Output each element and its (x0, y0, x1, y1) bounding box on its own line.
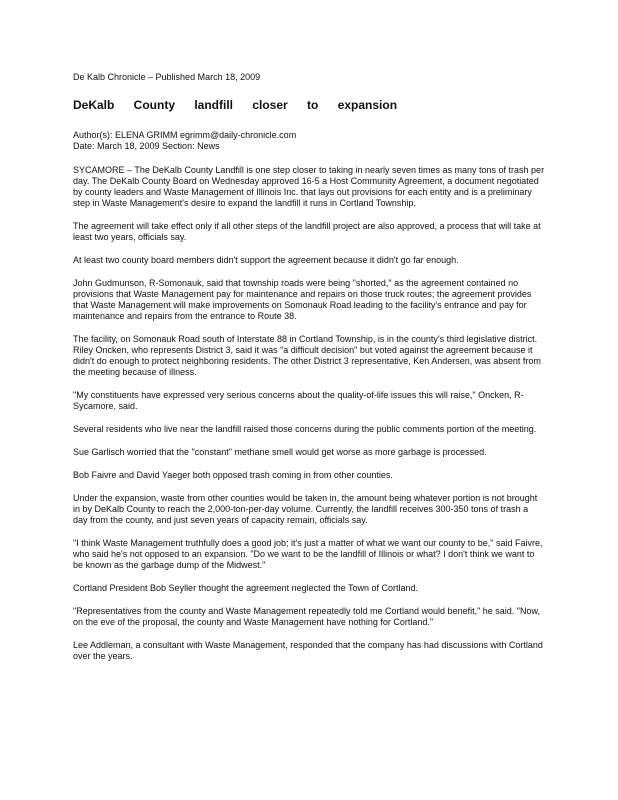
article-headline: DeKalb County landfill closer to expansion (73, 98, 398, 112)
paragraph: Several residents who live near the landfill raised those concerns during the public comments portion of the meeting. (73, 424, 537, 434)
paragraph: Cortland President Bob Seyller thought the agreement neglected the Town of Cortland. (73, 583, 419, 593)
paragraph: The agreement will take effect only if all other steps of the landfill project are also approved, a process that will take at least two years, officials say. (73, 221, 541, 242)
author-line: Author(s): ELENA GRIMM egrimm@daily-chronicle.com (73, 130, 297, 140)
paragraph: "I think Waste Management truthfully does a good job; it's just a matter of what we want our county to be," said Faivre, who said he's not opposed to an expansion. "Do we want to be the landfill of Illinois or what? I don't think we want to be known as the garbage dump of the Midwest." (73, 538, 543, 570)
paragraph: At least two county board members didn't support the agreement because it didn't go far enough. (73, 255, 459, 265)
date-line: Date: March 18, 2009 Section: News (73, 141, 220, 151)
article-meta (73, 130, 296, 152)
paragraph: Sue Garlisch worried that the "constant" methane smell would get worse as more garbage is processed. (73, 447, 487, 457)
source-line: De Kalb Chronicle – Published March 18, 2009 (73, 72, 261, 82)
paragraph: "Representatives from the county and Waste Management repeatedly told me Cortland would benefit," he said. "Now, on the eve of the proposal, the county and Waste Management have nothing for Cortland." (73, 606, 541, 627)
paragraph: Lee Addleman, a consultant with Waste Management, responded that the company has had discussions with Cortland over the years. (73, 640, 543, 661)
article-body (73, 165, 545, 674)
paragraph: "My constituents have expressed very serious concerns about the quality-of-life issues this will raise," Oncken, R-Sycamore, said. (73, 390, 524, 411)
paragraph: Bob Faivre and David Yaeger both opposed trash coming in from other counties. (73, 470, 393, 480)
paragraph: The facility, on Somonauk Road south of Interstate 88 in Cortland Township, is in the county's third legislative district. Riley Oncken, who represents District 3, said it was "a difficult decision" but voted against the agreement because it didn't do enough to protect neighboring residents. The other District 3 representative, Ken Andersen, was absent from the meeting because of illness. (73, 334, 541, 377)
paragraph: John Gudmunson, R-Somonauk, said that township roads were being "shorted," as the agreement contained no provisions that Waste Management pay for maintenance and repairs on those truck routes; the agreement provides that Waste Management will make improvements on Somonauk Road leading to the facility's entrance and pay for maintenance and repairs from the entrance to Route 38. (73, 278, 532, 321)
paragraph: SYCAMORE – The DeKalb County Landfill is one step closer to taking in nearly seven times as many tons of trash per day. The DeKalb County Board on Wednesday approved 16-5 a Host Community Agreement, a document negotiated by county leaders and Waste Management of Illinois Inc. that lays out provisions for each entity and is a preliminary step in Waste Management's desire to expand the landfill it runs in Cortland Township. (73, 165, 545, 208)
paragraph: Under the expansion, waste from other counties would be taken in, the amount being whatever portion is not brought in by DeKalb County to reach the 2,000-ton-per-day volume. Currently, the landfill receives 300-350 tons of trash a day from the county, and just seven years of capacity remain, officials say. (73, 493, 538, 525)
